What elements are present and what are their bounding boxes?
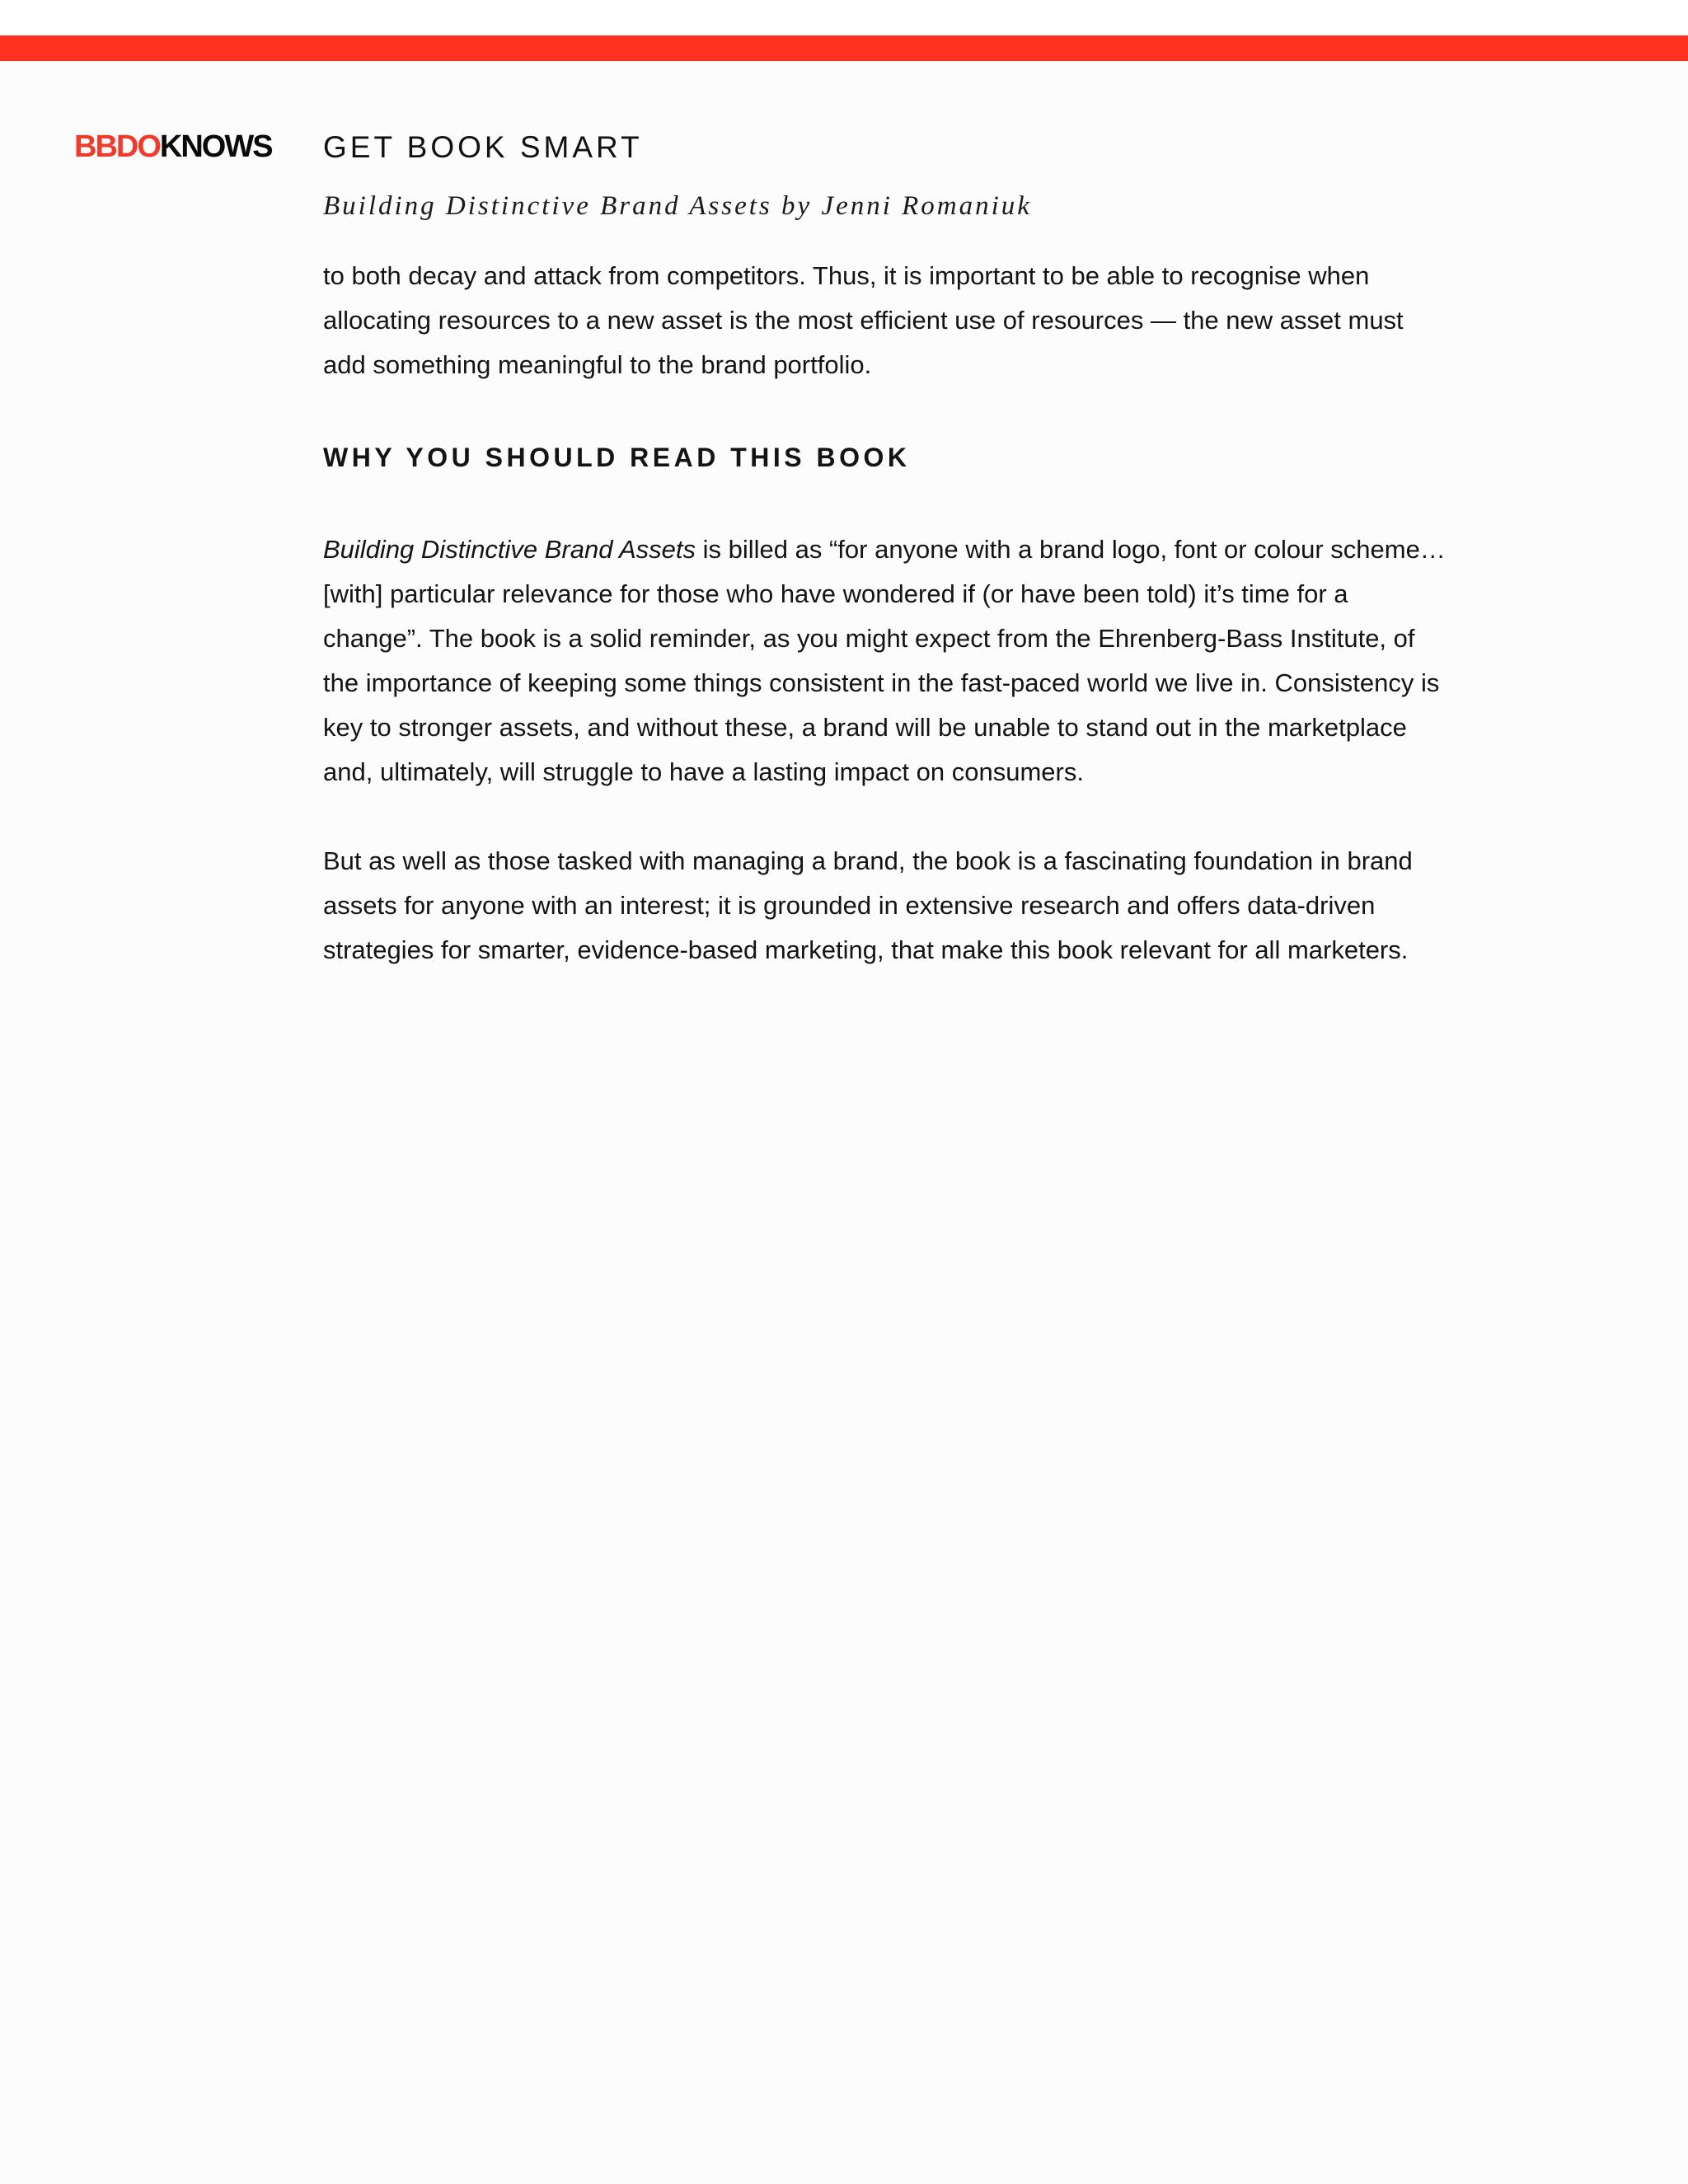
paragraph-audience: But as well as those tasked with managing a brand, the book is a fascinating foundation in brand assets for anyone with an interest; it is grounded in extensive research and offers data-driven strategies for smarter, evidence-based marketing, that make this book relevant for all marketers.	[323, 846, 1413, 964]
logo-part-2: KNOWS	[159, 129, 272, 164]
accent-bar	[0, 35, 1688, 61]
book-title: Building Distinctive Brand Assets by Jenni Romaniuk	[323, 191, 1032, 221]
book-title-inline: Building Distinctive Brand Assets	[323, 535, 696, 564]
article-body	[323, 254, 1452, 972]
intro-paragraph: to both decay and attack from competitors. Thus, it is important to be able to recognise when allocating resources to a new asset is the most efficient use of resources — the new asset must add something meaningful to the brand portfolio.	[323, 261, 1404, 379]
section-title: GET BOOK SMART	[323, 130, 643, 164]
logo-part-1: BBDO	[74, 129, 160, 164]
paragraph-why-read-text: is billed as “for anyone with a brand logo, font or colour scheme… [with] particular relevance for those who have wondered if (or have been told) it’s time for a change”. The book is a solid reminder, as you might expect from the Ehrenberg-Bass Institute, of the importance of keeping some things consistent in the fast-paced world we live in. Consistency is key to stronger assets, and without these, a brand will be unable to stand out in the marketplace and, ultimately, will struggle to have a lasting impact on consumers.	[323, 535, 1446, 786]
page-top-margin	[0, 0, 1688, 35]
section-heading: WHY YOU SHOULD READ THIS BOOK	[323, 443, 911, 472]
paragraph-why-read	[323, 527, 1452, 794]
bbdo-knows-logo	[74, 130, 272, 163]
